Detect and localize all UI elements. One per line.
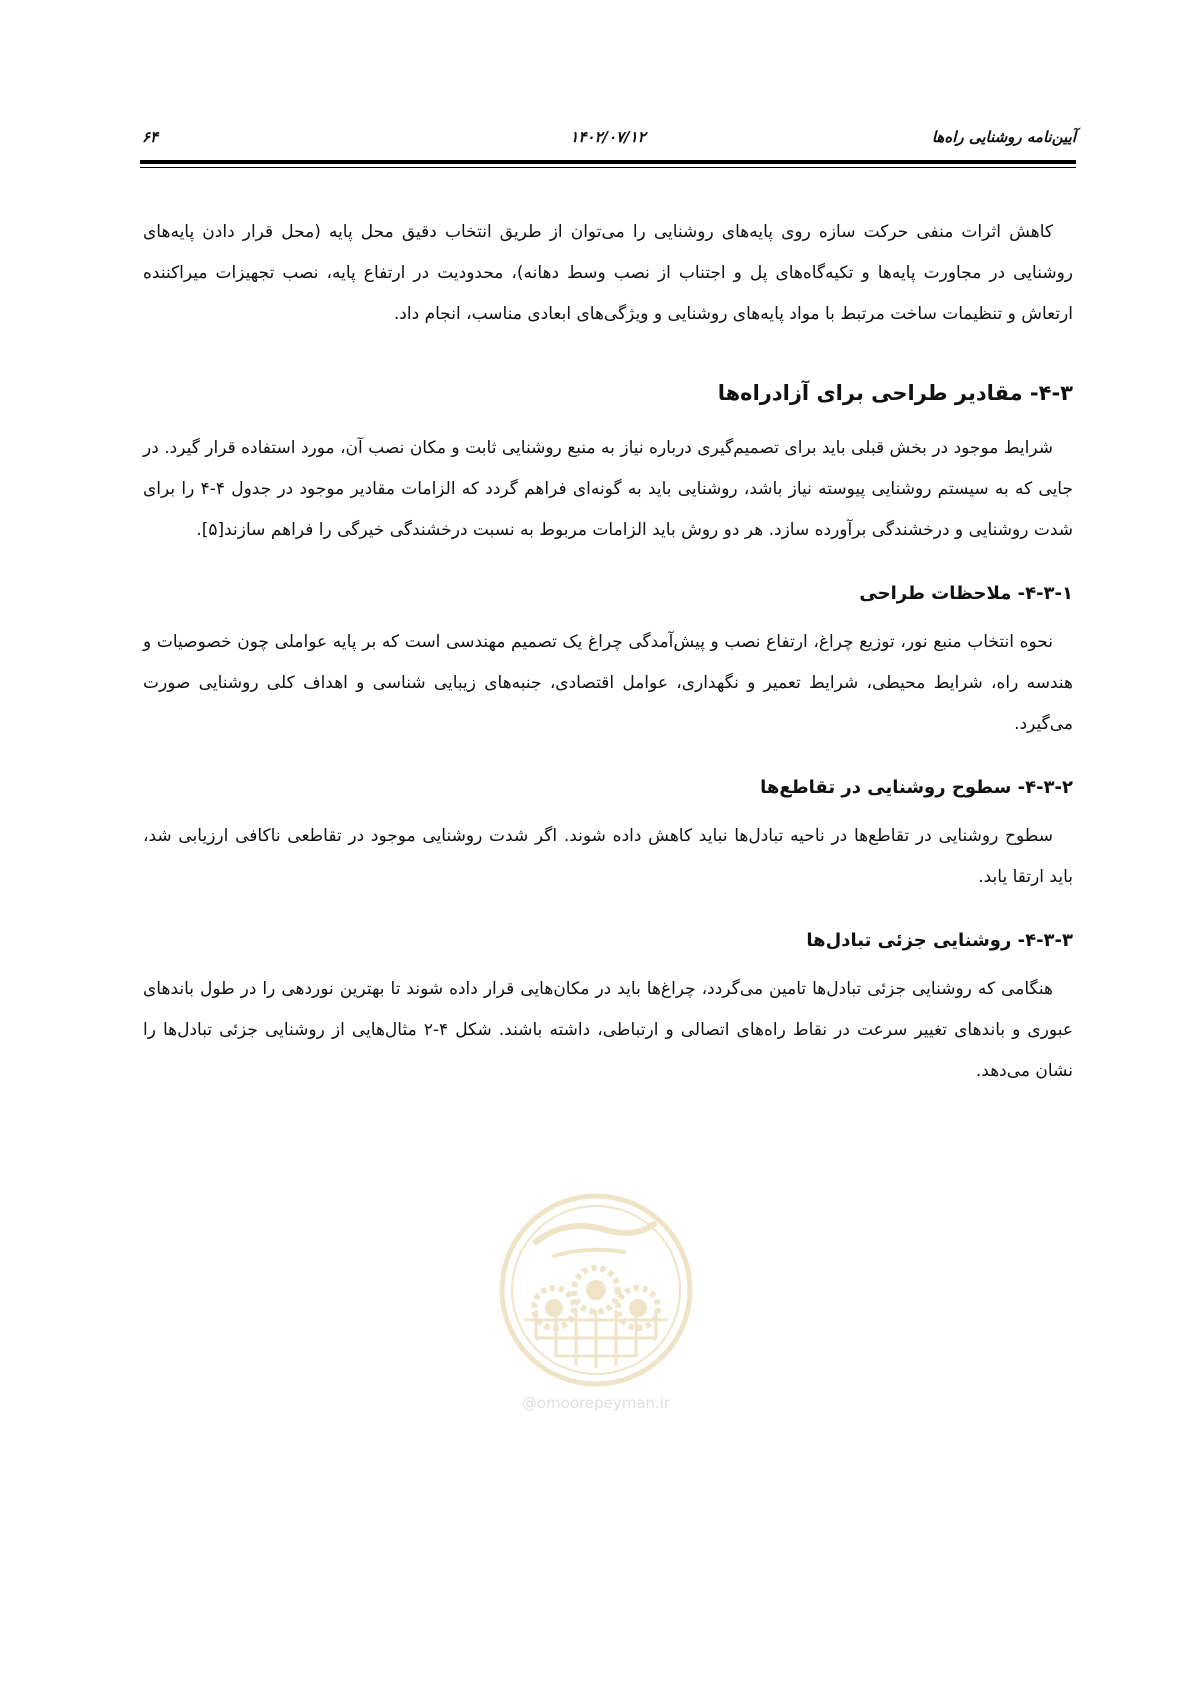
header-rule-thick [140, 160, 1076, 164]
section-paragraph-4-3-1: نحوه انتخاب منبع نور، توزیع چراغ، ارتفاع نصب و پیش‌آمدگی چراغ یک تصمیم مهندسی است که بر پایه عواملی چون خصوصیات و هندسه راه، شرایط محیطی، شرایط تعمیر و نگهداری، عوامل اقتصادی، جنبه‌های زیبایی شناسی و اهداف کلی روشنایی صورت می‌گیرد. [143, 632, 1073, 734]
watermark [496, 1190, 696, 1414]
watermark-logo-icon [496, 1190, 696, 1390]
page-content [143, 212, 1073, 1092]
section-heading-4-3-1: ۴-۳-۱- ملاحظات طراحی [859, 583, 1073, 604]
watermark-url: @omoorepeyman.ir [521, 1394, 671, 1412]
section-paragraph-4-3-3: هنگامی که روشنایی جزئی تبادل‌ها تامین می‌گردد، چراغ‌ها باید در مکان‌هایی قرار داده شوند تا بهترین نوردهی را در طول باندهای عبوری و باندهای تغییر سرعت در نقاط راه‌های اتصالی و ارتباطی، داشته باشند. شکل ۴-۲ مثال‌هایی از روشنایی جزئی تبادل‌ها را نشان می‌دهد. [143, 979, 1073, 1081]
section-heading-4-3-2: ۴-۳-۲- سطوح روشنایی در تقاطع‌ها [760, 777, 1073, 798]
intro-paragraph: کاهش اثرات منفی حرکت سازه روی پایه‌های روشنایی را می‌توان از طریق انتخاب دقیق محل پایه (محل قرار دادن پایه‌های روشنایی در مجاورت پایه‌ها و تکیه‌گاه‌های پل و اجتناب از نصب وسط دهانه)، محدودیت در ارتفاع پایه، نصب تجهیزات میراکننده ارتعاش و تنظیمات ساخت مرتبط با مواد پایه‌های روشنایی و ویژگی‌های ابعادی مناسب، انجام داد. [143, 222, 1073, 324]
section-heading-4-3-3: ۴-۳-۳- روشنایی جزئی تبادل‌ها [806, 930, 1073, 951]
section-paragraph-4-3-2: سطوح روشنایی در تقاطع‌ها در ناحیه تبادل‌ها نباید کاهش داده شوند. اگر شدت روشنایی موجود در تقاطعی ناکافی ارزیابی شد، باید ارتقا یابد. [143, 826, 1073, 887]
page-number: ۶۴ [142, 128, 159, 146]
section-paragraph-4-3: شرایط موجود در بخش قبلی باید برای تصمیم‌گیری درباره نیاز به منبع روشنایی ثابت و مکان نصب آن، مورد استفاده قرار گیرد. در جایی که به سیستم روشنایی پیوسته نیاز باشد، روشنایی باید به گونه‌ای فراهم گردد که الزامات مقادیر موجود در جدول ۴-۴ را برای شدت روشنایی و درخشندگی برآورده سازد. هر دو روش باید الزامات مربوط به نسبت درخشندگی خیرگی را فراهم سازند[۵]. [143, 438, 1073, 540]
section-heading-4-3: ۴-۳- مقادیر طراحی برای آزادراه‌ها [717, 381, 1073, 405]
header-date: ۱۴۰۲/۰۷/۱۲ [570, 128, 646, 146]
header-title: آیین‌نامه روشنایی راه‌ها [931, 128, 1076, 146]
page-header [140, 128, 1076, 150]
header-rule-thin [140, 167, 1076, 168]
